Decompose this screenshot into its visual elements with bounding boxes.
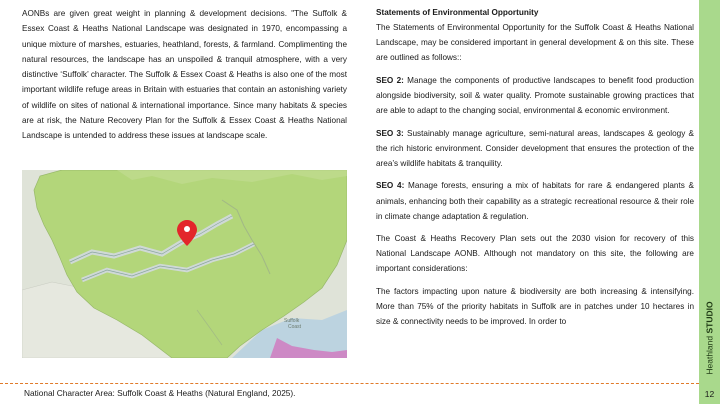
national-character-area-map [22,170,347,358]
intro-text: The Statements of Environmental Opportunity for the Suffolk Coast & Heaths National Landscape, may be considered important in general development & on this site. These are outlined as follows:: [376,23,694,63]
map-caption: National Character Area: Suffolk Coast & Heaths (Natural England, 2025). [24,388,296,398]
factors-paragraph: The factors impacting upon nature & biodiversity are both increasing & intensifying. More than 75% of the priority habitats in Suffolk are in patches under 10 hectares in size & connectivity needs to be improved. In order to [376,287,694,327]
map-label: Coast [288,324,302,330]
intro-paragraph: AONBs are given great weight in planning & development decisions. "The Suffolk & Essex Coast & Heaths National Landscape was designated in 1970, encompassing a unique mixture of marshes, estuaries, heathland, forests, & farmland. Complimenting the natural resources, the landscape has an unspoiled & tranquil atmosphere, with a very distinctive ‘Suffolk’ character. The Suffolk & Essex Coast & Heaths is also one of the most important wildlife refuge areas in Britain with estuaries that contain an astonishing variety of wildlife on sites of national & international importance. Since many habitats & species are at risk, the Nature Recovery Plan for the Suffolk & Essex Coast & Heaths National Landscape is untended to address these issues at landscape scale. [22,9,347,141]
seo-4-paragraph [376,178,694,223]
recovery-plan-paragraph: The Coast & Heaths Recovery Plan sets out the 2030 vision for recovery of this National Landscape AONB. Although not mandatory on this site, the following are important considerations: [376,234,694,274]
seo-3-text: Sustainably manage agriculture, semi-natural areas, landscapes & geology & the rich historic environment. Consider development that ensures the protection of the area’s wildlife habitats & tranquility. [376,128,694,168]
seo-2-label: SEO 2: [376,75,404,85]
brand-studio: STUDIO [704,301,715,334]
seo-2-text: Manage the components of productive landscapes to benefit food production alongside biodiversity, soil & water quality. Promote sustainable growing practices that are able to adapt to the changing social, environmental & economic environment. [376,75,694,116]
seo-4-text: Manage forests, ensuring a mix of habitats for rare & endangered plants & animals, enhancing both their capability as a strategic recreational resource & their role in climate change adaptation & regulation. [376,181,694,221]
map-graphic [22,170,347,358]
seo-4-label: SEO 4: [376,181,405,191]
footer-divider [0,383,699,384]
environmental-opportunity-column [376,5,694,337]
brand-logo [699,293,720,383]
page-number: 12 [699,384,720,404]
section-heading: Statements of Environmental Opportunity [376,8,539,17]
brand-name: Heathland [704,335,715,375]
seo-2-paragraph [376,73,694,118]
seo-3-label: SEO 3: [376,128,404,138]
seo-3-paragraph [376,126,694,171]
map-label: Suffolk [284,318,300,324]
